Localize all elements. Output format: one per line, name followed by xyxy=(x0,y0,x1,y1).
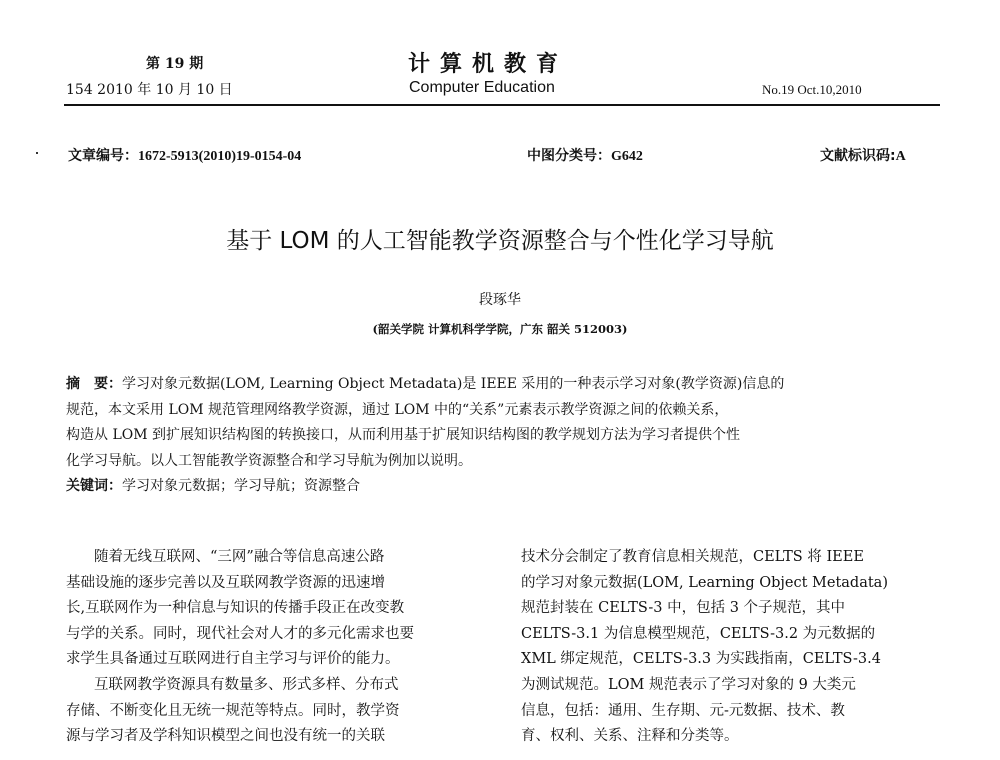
article-number-label: 文章编号： xyxy=(68,148,138,164)
body-line: 基础设施的逐步完善以及互联网教学资源的迅速增 xyxy=(66,574,385,591)
document-code-value: A xyxy=(895,149,906,164)
body-line: 规范封装在 CELTS-3 中，包括 3 个子规范，其中 xyxy=(521,600,846,617)
classification-number xyxy=(527,145,643,165)
body-line: 与学的关系。同时，现代社会对人才的多元化需求也要 xyxy=(66,625,414,642)
body-right-column xyxy=(521,545,941,750)
page-and-date: 154 2010 年 10 月 10 日 xyxy=(66,82,233,98)
document-code-label: 文献标识码: xyxy=(820,148,896,164)
journal-title-en: Computer Education xyxy=(409,79,555,96)
abstract xyxy=(66,372,940,500)
body-line: 求学生具备通过互联网进行自主学习与评价的能力。 xyxy=(66,651,400,668)
header-rule xyxy=(64,104,940,106)
body-line: 长,互联网作为一种信息与知识的传播手段正在改变教 xyxy=(66,600,405,617)
abstract-line: 化学习导航。以人工智能教学资源整合和学习导航为例加以说明。 xyxy=(66,452,472,469)
keywords-value: 学习对象元数据；学习导航；资源整合 xyxy=(122,478,360,494)
author-affiliation: (韶关学院 计算机科学学院，广东 韶关 512003) xyxy=(372,322,628,336)
body-line: 源与学习者及学科知识模型之间也没有统一的关联 xyxy=(66,728,385,745)
body-line: XML 绑定规范，CELTS-3.3 为实践指南，CELTS-3.4 xyxy=(521,651,881,668)
body-line: 的学习对象元数据(LOM, Learning Object Metadata) xyxy=(521,574,888,591)
scan-speck xyxy=(36,152,38,154)
classification-label: 中图分类号： xyxy=(527,148,611,164)
author-name: 段琢华 xyxy=(479,292,521,308)
body-line: 育、权利、关系、注释和分类等。 xyxy=(521,728,739,745)
article-number-value: 1672-5913(2010)19-0154-04 xyxy=(138,149,302,164)
issue-number: 第 19 期 xyxy=(146,56,204,72)
keywords-label: 关键词： xyxy=(66,478,122,494)
abstract-label: 摘 要： xyxy=(66,376,122,392)
paper-title: 基于 LOM 的人工智能教学资源整合与个性化学习导航 xyxy=(226,228,774,254)
classification-value: G642 xyxy=(611,149,643,164)
document-code xyxy=(820,145,906,165)
body-line: 为测试规范。LOM 规范表示了学习对象的 9 大类元 xyxy=(521,676,856,693)
body-line: 互联网教学资源具有数量多、形式多样、分布式 xyxy=(94,676,399,693)
body-line: 存储、不断变化且无统一规范等特点。同时，教学资 xyxy=(66,702,400,719)
abstract-line: 摘 要：学习对象元数据(LOM, Learning Object Metadata)是 IEEE 采用的一种表示学习对象(教学资源)信息的 xyxy=(66,376,785,392)
body-line: CELTS-3.1 为信息模型规范，CELTS-3.2 为元数据的 xyxy=(521,625,876,642)
abstract-line: 构造从 LOM 到扩展知识结构图的转换接口，从而利用基于扩展知识结构图的教学规划方法为学习者提供个性 xyxy=(66,427,741,443)
body-line: 技术分会制定了教育信息相关规范，CELTS 将 IEEE xyxy=(521,549,864,565)
body-line: 随着无线互联网、“三网”融合等信息高速公路 xyxy=(94,549,385,565)
abstract-line: 规范，本文采用 LOM 规范管理网络教学资源，通过 LOM 中的“关系”元素表示教学资源之间的依赖关系， xyxy=(66,401,729,418)
journal-title-cn: 计算机教育 xyxy=(408,52,569,77)
body-left-column xyxy=(66,545,494,750)
issue-en: No.19 Oct.10,2010 xyxy=(762,82,862,97)
body-line: 信息，包括：通用、生存期、元-元数据、技术、教 xyxy=(521,702,845,719)
keywords xyxy=(66,474,940,500)
article-number xyxy=(68,145,301,165)
